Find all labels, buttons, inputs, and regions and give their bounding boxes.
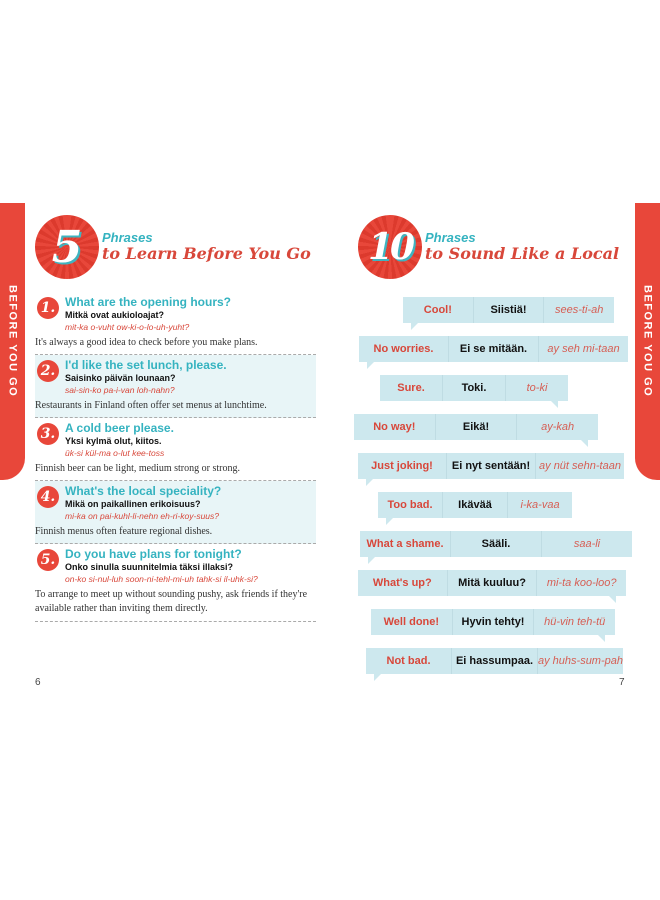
finnish-phrase: Ei nyt sentään! <box>447 453 536 479</box>
note: To arrange to meet up without sounding pushy, ask friends if they're available rather than inviting them directly. <box>35 589 308 614</box>
phrase-bubble <box>366 648 623 674</box>
finnish-phrase: Ei se mitään. <box>449 336 539 362</box>
note: Finnish beer can be light, medium strong or strong. <box>35 463 240 474</box>
number-badge: 10 <box>358 215 422 279</box>
english-phrase: Too bad. <box>378 492 443 518</box>
finnish-phrase: Hyvin tehty! <box>453 609 535 635</box>
finnish-phrase: Onko sinulla suunnitelmia täksi illaksi? <box>65 562 234 572</box>
phrase-item <box>35 292 316 355</box>
title-line-2: to Sound Like a Local <box>425 244 620 263</box>
finnish-phrase: Yksi kylmä olut, kiitos. <box>65 436 162 446</box>
phrase-item <box>35 418 316 481</box>
finnish-phrase: Mitä kuuluu? <box>448 570 538 596</box>
item-number: 4. <box>37 486 59 508</box>
finnish-phrase: Sääli. <box>451 531 542 557</box>
item-number: 2. <box>37 360 59 382</box>
item-number: 1. <box>37 297 59 319</box>
pronunciation: on-ko si-nul-luh soon-ni-tehl-mi-uh tahk-si il-uhk-si? <box>65 574 258 584</box>
english-phrase: Do you have plans for tonight? <box>65 547 242 561</box>
phrase-list <box>35 292 316 622</box>
english-phrase: Well done! <box>371 609 453 635</box>
english-phrase: A cold beer please. <box>65 421 174 435</box>
item-number: 5. <box>37 549 59 571</box>
pronunciation: mi-ta koo-loo? <box>546 577 617 589</box>
english-phrase: What are the opening hours? <box>65 295 232 309</box>
pronunciation: sees-ti-ah <box>555 304 604 316</box>
note: Restaurants in Finland often offer set menus at lunchtime. <box>35 400 267 411</box>
title-line-1: Phrases <box>425 230 476 245</box>
finnish-phrase: Eikä! <box>436 414 518 440</box>
english-phrase: I'd like the set lunch, please. <box>65 358 227 372</box>
item-number: 3. <box>37 423 59 445</box>
pronunciation: ük-si kül-ma o-lut kee-toss <box>65 448 165 458</box>
side-tab-right: BEFORE YOU GO <box>635 203 660 480</box>
number-badge: 5 <box>35 215 99 279</box>
pronunciation: hü-vin teh-tü <box>544 616 606 628</box>
page-number: 7 <box>619 677 625 688</box>
phrase-bubble <box>360 531 632 557</box>
phrase-bubble <box>359 336 628 362</box>
pronunciation: saa-li <box>573 538 601 550</box>
phrase-bubble <box>380 375 568 401</box>
note: It's always a good idea to check before you make plans. <box>35 337 258 348</box>
pronunciation: ay seh mi-taan <box>547 343 620 355</box>
phrase-item <box>35 355 316 418</box>
pronunciation: mi-ka on pai-kuhl-li-nehn eh-ri-koy-suus? <box>65 511 220 521</box>
finnish-phrase: Mikä on paikallinen erikoisuus? <box>65 499 201 509</box>
side-tab-left: BEFORE YOU GO <box>0 203 25 480</box>
finnish-phrase: Ikävää <box>443 492 508 518</box>
pronunciation: sai-sin-ko pa-i-van loh-nahn? <box>65 385 175 395</box>
phrase-item <box>35 481 316 544</box>
pronunciation: ay-kah <box>541 421 575 433</box>
page-title <box>425 230 619 263</box>
english-phrase: Sure. <box>380 375 443 401</box>
pronunciation: ay nüt sehn-taan <box>539 460 621 472</box>
finnish-phrase: Siistiä! <box>474 297 545 323</box>
english-phrase: Not bad. <box>366 648 452 674</box>
page-number: 6 <box>35 677 41 688</box>
english-phrase: What's up? <box>358 570 448 596</box>
english-phrase: Cool! <box>403 297 474 323</box>
phrase-bubble <box>354 414 598 440</box>
english-phrase: Just joking! <box>358 453 447 479</box>
pronunciation: to-ki <box>526 382 548 394</box>
note: Finnish menus often feature regional dishes. <box>35 526 213 537</box>
pronunciation: ay huhs-sum-pah <box>538 655 623 667</box>
english-phrase: What's the local speciality? <box>65 484 222 498</box>
pronunciation: mit-ka o-vuht ow-ki-o-lo-uh-yuht? <box>65 322 190 332</box>
finnish-phrase: Mitkä ovat aukioloajat? <box>65 310 165 320</box>
finnish-phrase: Ei hassumpaa. <box>452 648 538 674</box>
title-line-2: to Learn Before You Go <box>102 244 311 263</box>
finnish-phrase: Toki. <box>443 375 506 401</box>
english-phrase: No way! <box>354 414 436 440</box>
english-phrase: What a shame. <box>360 531 451 557</box>
title-line-1: Phrases <box>102 230 153 245</box>
phrase-bubble <box>358 570 626 596</box>
pronunciation: i-ka-vaa <box>520 499 560 511</box>
page-title <box>102 230 311 263</box>
phrase-bubble <box>403 297 614 323</box>
phrase-bubble <box>371 609 615 635</box>
english-phrase: No worries. <box>359 336 449 362</box>
phrase-item <box>35 544 316 622</box>
phrase-bubble <box>378 492 572 518</box>
finnish-phrase: Saisinko päivän lounaan? <box>65 373 176 383</box>
phrase-bubble <box>358 453 624 479</box>
